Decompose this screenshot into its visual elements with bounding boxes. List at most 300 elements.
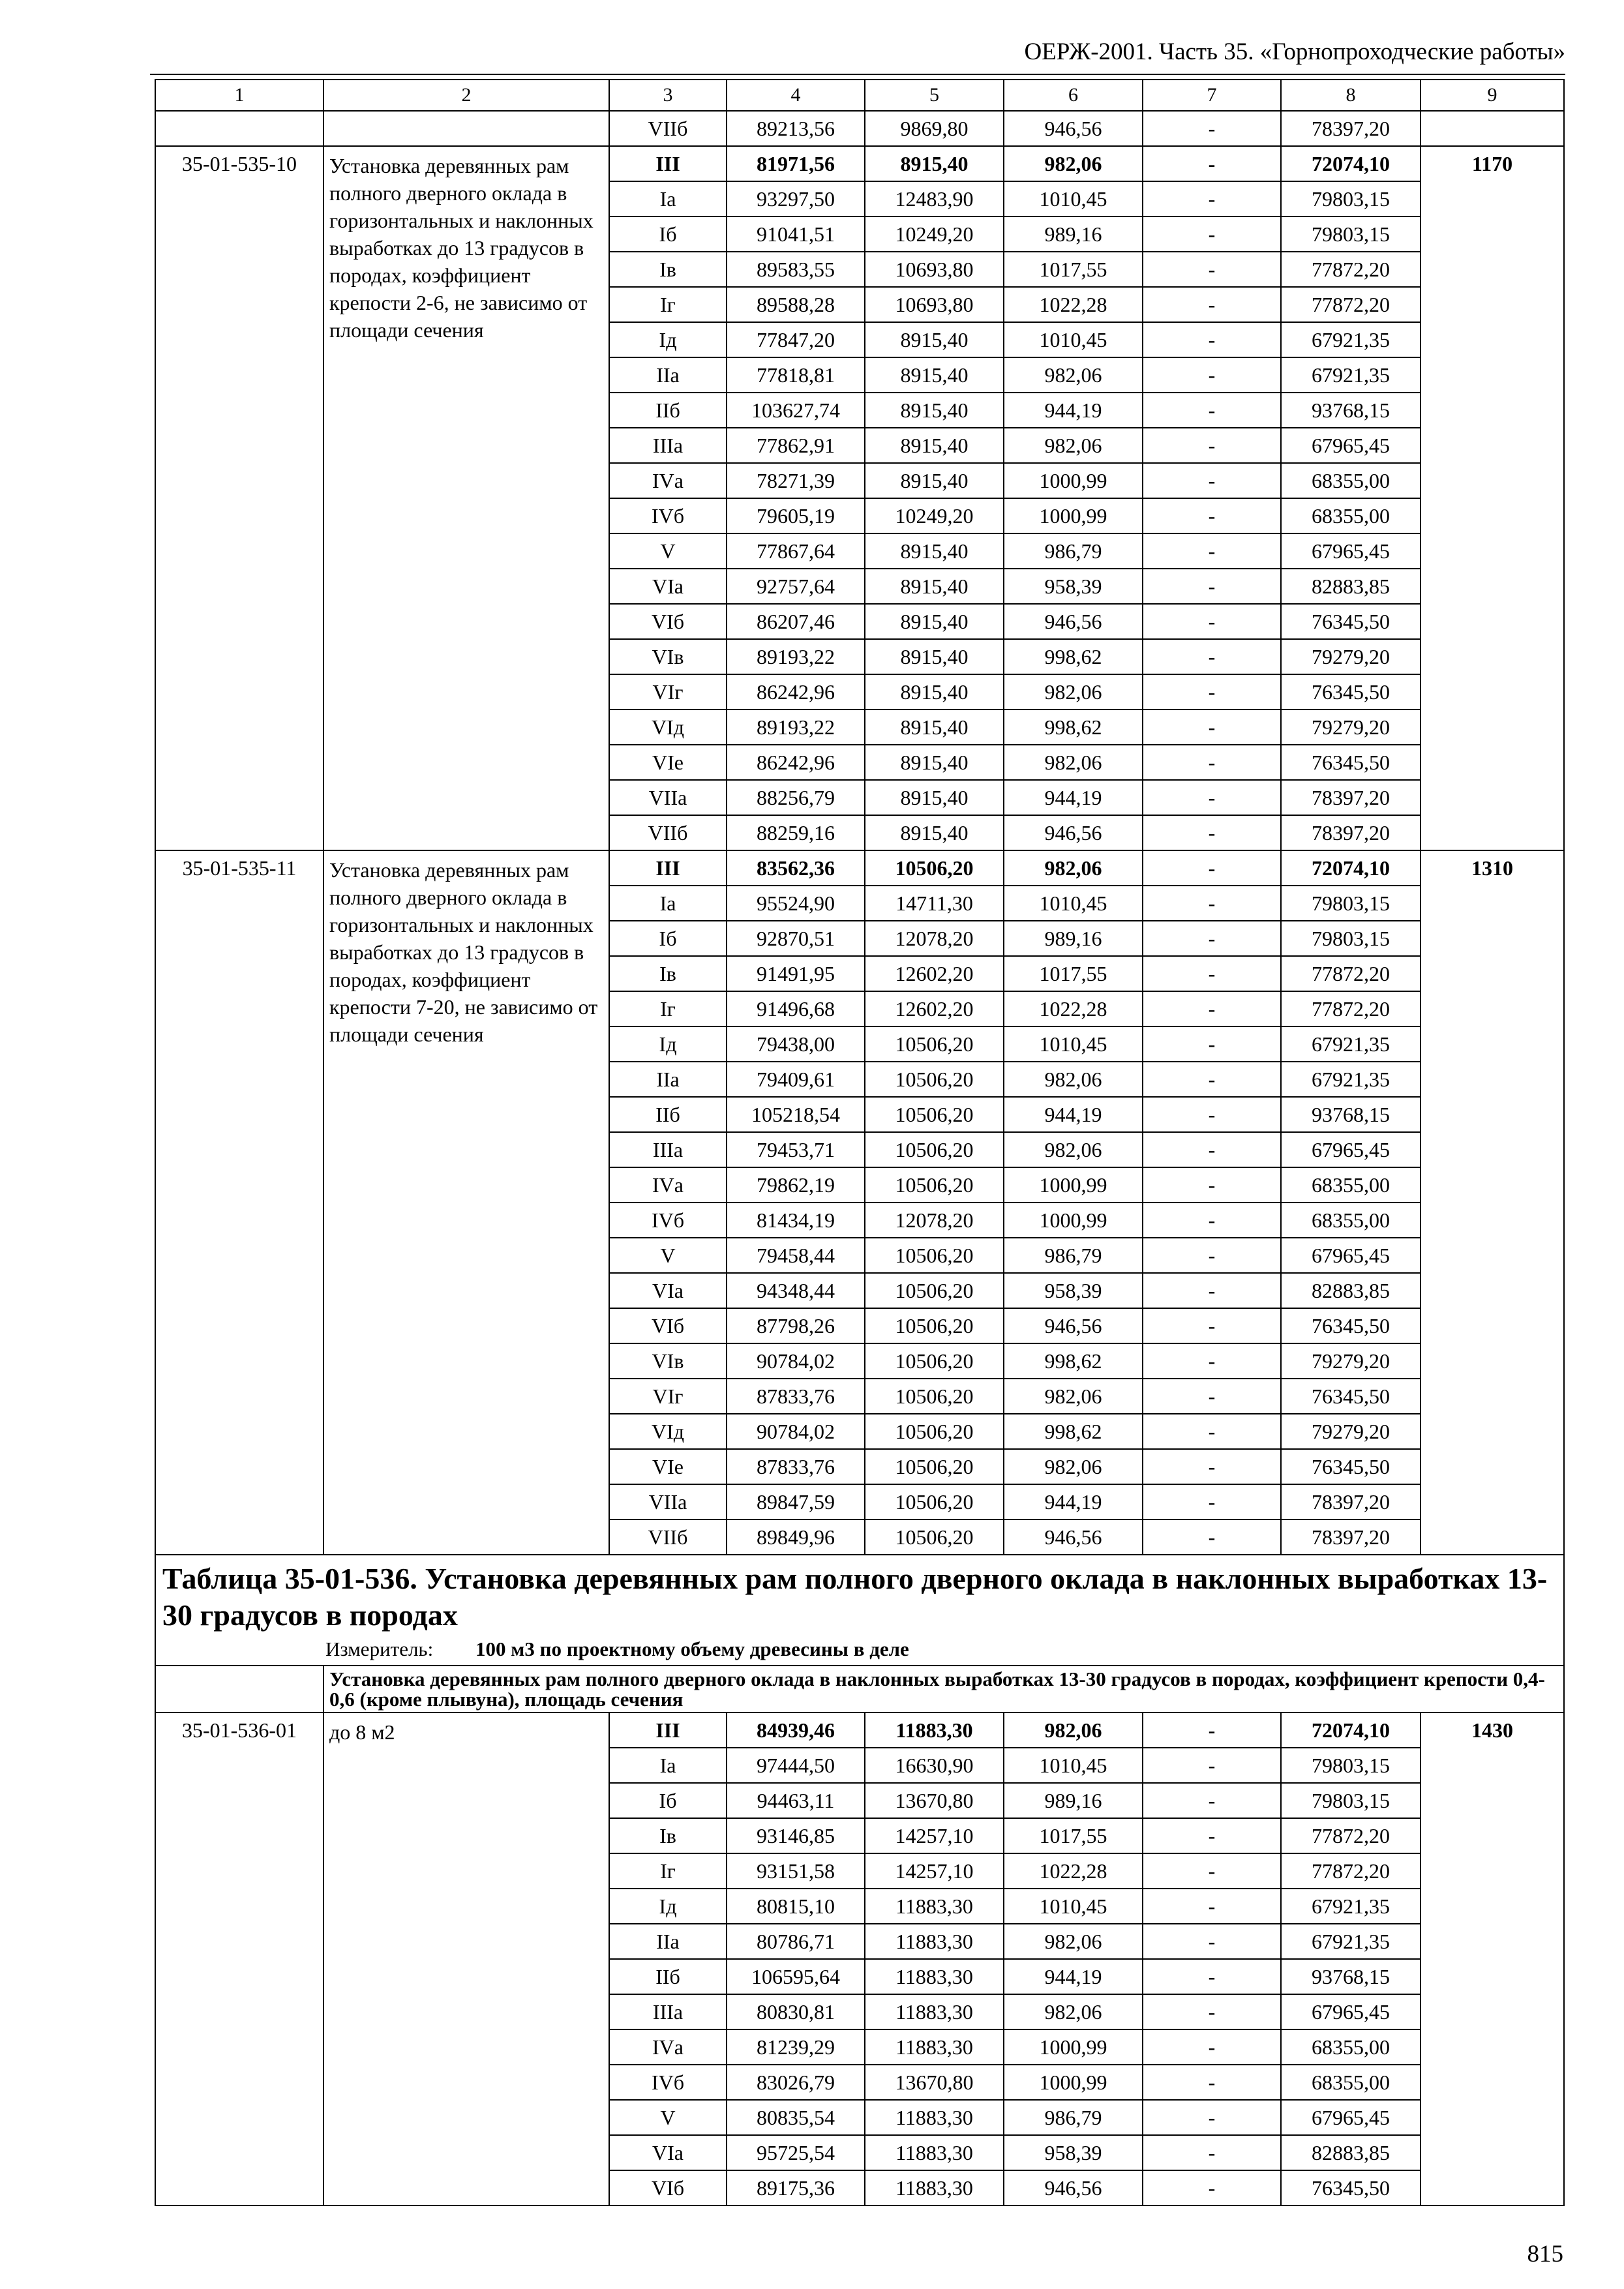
labor-cell: 1170 xyxy=(1421,146,1564,850)
driver-wage-cell: - xyxy=(1143,1026,1281,1062)
materials-cell: 93768,15 xyxy=(1281,393,1421,428)
wage-cell: 8915,40 xyxy=(865,674,1004,710)
machines-cell: 946,56 xyxy=(1004,2170,1143,2206)
driver-wage-cell: - xyxy=(1143,1062,1281,1097)
materials-cell: 68355,00 xyxy=(1281,1167,1421,1203)
materials-cell: 78397,20 xyxy=(1281,1484,1421,1519)
total-cell: 105218,54 xyxy=(727,1097,865,1132)
price-table xyxy=(155,79,1565,2206)
wage-cell: 8915,40 xyxy=(865,745,1004,780)
group-cell: Iг xyxy=(609,991,727,1026)
group-cell: IIб xyxy=(609,1097,727,1132)
group-cell: V xyxy=(609,1238,727,1273)
group-cell: VIIб xyxy=(609,111,727,146)
group-cell: IIIа xyxy=(609,1132,727,1167)
table-row xyxy=(155,850,1564,886)
machines-cell: 998,62 xyxy=(1004,710,1143,745)
total-cell: 89193,22 xyxy=(727,710,865,745)
driver-wage-cell: - xyxy=(1143,1853,1281,1889)
group-cell: IVб xyxy=(609,498,727,533)
group-cell: VIIб xyxy=(609,1519,727,1555)
materials-cell: 76345,50 xyxy=(1281,674,1421,710)
driver-wage-cell: - xyxy=(1143,815,1281,850)
materials-cell: 72074,10 xyxy=(1281,146,1421,181)
driver-wage-cell: - xyxy=(1143,1783,1281,1818)
wage-cell: 8915,40 xyxy=(865,393,1004,428)
machines-cell: 982,06 xyxy=(1004,1132,1143,1167)
materials-cell: 79803,15 xyxy=(1281,1783,1421,1818)
materials-cell: 68355,00 xyxy=(1281,2029,1421,2065)
total-cell: 92757,64 xyxy=(727,569,865,604)
machines-cell: 998,62 xyxy=(1004,639,1143,674)
machines-cell: 1017,55 xyxy=(1004,956,1143,991)
code-cell xyxy=(155,111,323,146)
wage-cell: 10249,20 xyxy=(865,217,1004,252)
total-cell: 86242,96 xyxy=(727,674,865,710)
total-cell: 93297,50 xyxy=(727,181,865,217)
running-header: ОЕРЖ-2001. Часть 35. «Горнопроходческие работы» xyxy=(1024,38,1565,65)
price-table-body xyxy=(155,80,1564,2206)
group-cell: Iа xyxy=(609,886,727,921)
group-cell: VIе xyxy=(609,1449,727,1484)
description-cell: до 8 м2 xyxy=(323,1713,609,2206)
materials-cell: 93768,15 xyxy=(1281,1097,1421,1132)
machines-cell: 989,16 xyxy=(1004,217,1143,252)
materials-cell: 76345,50 xyxy=(1281,1379,1421,1414)
driver-wage-cell: - xyxy=(1143,252,1281,287)
wage-cell: 8915,40 xyxy=(865,533,1004,569)
total-cell: 81434,19 xyxy=(727,1203,865,1238)
total-cell: 79453,71 xyxy=(727,1132,865,1167)
group-cell: VIб xyxy=(609,2170,727,2206)
column-number: 1 xyxy=(155,80,323,111)
group-cell: Iб xyxy=(609,1783,727,1818)
total-cell: 93146,85 xyxy=(727,1818,865,1853)
column-number: 4 xyxy=(727,80,865,111)
materials-cell: 77872,20 xyxy=(1281,1818,1421,1853)
section-header-row xyxy=(155,1666,1564,1713)
column-number: 2 xyxy=(323,80,609,111)
machines-cell: 982,06 xyxy=(1004,1713,1143,1748)
materials-cell: 67965,45 xyxy=(1281,1132,1421,1167)
machines-cell: 944,19 xyxy=(1004,1097,1143,1132)
total-cell: 89847,59 xyxy=(727,1484,865,1519)
driver-wage-cell: - xyxy=(1143,2065,1281,2100)
materials-cell: 82883,85 xyxy=(1281,2135,1421,2170)
group-cell: IVб xyxy=(609,2065,727,2100)
driver-wage-cell: - xyxy=(1143,2100,1281,2135)
wage-cell: 11883,30 xyxy=(865,2170,1004,2206)
labor-cell xyxy=(1421,111,1564,146)
driver-wage-cell: - xyxy=(1143,1959,1281,1994)
machines-cell: 1017,55 xyxy=(1004,252,1143,287)
group-cell: V xyxy=(609,533,727,569)
materials-cell: 78397,20 xyxy=(1281,111,1421,146)
group-cell: VIа xyxy=(609,2135,727,2170)
column-number: 7 xyxy=(1143,80,1281,111)
page-number: 815 xyxy=(1527,2241,1563,2267)
table-title: Таблица 35-01-536. Установка деревянных рам полного дверного оклада в наклонных выработках 13-30 градусов в породах xyxy=(162,1562,1548,1632)
wage-cell: 10506,20 xyxy=(865,1343,1004,1379)
driver-wage-cell: - xyxy=(1143,991,1281,1026)
wage-cell: 11883,30 xyxy=(865,1959,1004,1994)
driver-wage-cell: - xyxy=(1143,956,1281,991)
machines-cell: 946,56 xyxy=(1004,1308,1143,1343)
machines-cell: 946,56 xyxy=(1004,815,1143,850)
total-cell: 80835,54 xyxy=(727,2100,865,2135)
materials-cell: 76345,50 xyxy=(1281,1449,1421,1484)
total-cell: 86242,96 xyxy=(727,745,865,780)
total-cell: 80786,71 xyxy=(727,1924,865,1959)
driver-wage-cell: - xyxy=(1143,1713,1281,1748)
materials-cell: 68355,00 xyxy=(1281,1203,1421,1238)
wage-cell: 13670,80 xyxy=(865,2065,1004,2100)
table-title-cell xyxy=(155,1555,1564,1666)
wage-cell: 12483,90 xyxy=(865,181,1004,217)
machines-cell: 944,19 xyxy=(1004,1484,1143,1519)
total-cell: 95725,54 xyxy=(727,2135,865,2170)
total-cell: 77847,20 xyxy=(727,322,865,357)
materials-cell: 72074,10 xyxy=(1281,850,1421,886)
materials-cell: 76345,50 xyxy=(1281,2170,1421,2206)
driver-wage-cell: - xyxy=(1143,533,1281,569)
materials-cell: 67921,35 xyxy=(1281,1889,1421,1924)
wage-cell: 10506,20 xyxy=(865,850,1004,886)
group-cell: Iа xyxy=(609,1748,727,1783)
materials-cell: 79803,15 xyxy=(1281,886,1421,921)
group-cell: VIг xyxy=(609,1379,727,1414)
total-cell: 77862,91 xyxy=(727,428,865,463)
wage-cell: 14257,10 xyxy=(865,1853,1004,1889)
materials-cell: 67921,35 xyxy=(1281,1026,1421,1062)
total-cell: 89175,36 xyxy=(727,2170,865,2206)
group-cell: VIIа xyxy=(609,780,727,815)
materials-cell: 82883,85 xyxy=(1281,569,1421,604)
code-cell: 35-01-535-10 xyxy=(155,146,323,850)
machines-cell: 1000,99 xyxy=(1004,2029,1143,2065)
driver-wage-cell: - xyxy=(1143,2170,1281,2206)
total-cell: 89213,56 xyxy=(727,111,865,146)
total-cell: 94463,11 xyxy=(727,1783,865,1818)
header-rule xyxy=(150,74,1565,75)
total-cell: 91041,51 xyxy=(727,217,865,252)
wage-cell: 8915,40 xyxy=(865,322,1004,357)
code-cell: 35-01-536-01 xyxy=(155,1713,323,2206)
total-cell: 89193,22 xyxy=(727,639,865,674)
materials-cell: 79279,20 xyxy=(1281,639,1421,674)
machines-cell: 986,79 xyxy=(1004,533,1143,569)
materials-cell: 76345,50 xyxy=(1281,604,1421,639)
machines-cell: 982,06 xyxy=(1004,674,1143,710)
wage-cell: 8915,40 xyxy=(865,710,1004,745)
machines-cell: 1000,99 xyxy=(1004,1203,1143,1238)
machines-cell: 1000,99 xyxy=(1004,1167,1143,1203)
machines-cell: 982,06 xyxy=(1004,1379,1143,1414)
group-cell: VIе xyxy=(609,745,727,780)
machines-cell: 1010,45 xyxy=(1004,1748,1143,1783)
materials-cell: 93768,15 xyxy=(1281,1959,1421,1994)
materials-cell: 78397,20 xyxy=(1281,780,1421,815)
total-cell: 94348,44 xyxy=(727,1273,865,1308)
labor-cell: 1310 xyxy=(1421,850,1564,1555)
total-cell: 103627,74 xyxy=(727,393,865,428)
total-cell: 83562,36 xyxy=(727,850,865,886)
wage-cell: 11883,30 xyxy=(865,1924,1004,1959)
driver-wage-cell: - xyxy=(1143,322,1281,357)
wage-cell: 9869,80 xyxy=(865,111,1004,146)
materials-cell: 79803,15 xyxy=(1281,181,1421,217)
materials-cell: 79279,20 xyxy=(1281,1414,1421,1449)
total-cell: 91491,95 xyxy=(727,956,865,991)
group-cell: IIа xyxy=(609,357,727,393)
total-cell: 79409,61 xyxy=(727,1062,865,1097)
wage-cell: 10506,20 xyxy=(865,1167,1004,1203)
column-number-row xyxy=(155,80,1564,111)
table-row xyxy=(155,1713,1564,1748)
description-cell xyxy=(323,111,609,146)
machines-cell: 982,06 xyxy=(1004,146,1143,181)
machines-cell: 1010,45 xyxy=(1004,322,1143,357)
group-cell: IIб xyxy=(609,393,727,428)
wage-cell: 10506,20 xyxy=(865,1273,1004,1308)
wage-cell: 12078,20 xyxy=(865,921,1004,956)
driver-wage-cell: - xyxy=(1143,181,1281,217)
group-cell: IVа xyxy=(609,463,727,498)
total-cell: 79438,00 xyxy=(727,1026,865,1062)
total-cell: 79605,19 xyxy=(727,498,865,533)
driver-wage-cell: - xyxy=(1143,639,1281,674)
group-cell: VIв xyxy=(609,639,727,674)
wage-cell: 14711,30 xyxy=(865,886,1004,921)
section-header: Установка деревянных рам полного дверного оклада в наклонных выработках 13-30 градусов в породах, коэффициент крепости 0,4-0,6 (кроме плывуна), площадь сечения xyxy=(323,1666,1564,1713)
machines-cell: 1000,99 xyxy=(1004,498,1143,533)
group-cell: Iд xyxy=(609,1026,727,1062)
group-cell: Iв xyxy=(609,252,727,287)
total-cell: 80830,81 xyxy=(727,1994,865,2029)
driver-wage-cell: - xyxy=(1143,1484,1281,1519)
group-cell: IIIа xyxy=(609,428,727,463)
wage-cell: 10506,20 xyxy=(865,1097,1004,1132)
machines-cell: 982,06 xyxy=(1004,1449,1143,1484)
machines-cell: 982,06 xyxy=(1004,1994,1143,2029)
machines-cell: 1000,99 xyxy=(1004,463,1143,498)
materials-cell: 67921,35 xyxy=(1281,322,1421,357)
total-cell: 106595,64 xyxy=(727,1959,865,1994)
driver-wage-cell: - xyxy=(1143,1449,1281,1484)
driver-wage-cell: - xyxy=(1143,287,1281,322)
group-cell: Iд xyxy=(609,1889,727,1924)
materials-cell: 68355,00 xyxy=(1281,2065,1421,2100)
driver-wage-cell: - xyxy=(1143,463,1281,498)
wage-cell: 11883,30 xyxy=(865,1994,1004,2029)
wage-cell: 10506,20 xyxy=(865,1484,1004,1519)
materials-cell: 67921,35 xyxy=(1281,1062,1421,1097)
group-cell: IVб xyxy=(609,1203,727,1238)
labor-cell: 1430 xyxy=(1421,1713,1564,2206)
wage-cell: 8915,40 xyxy=(865,604,1004,639)
total-cell: 77867,64 xyxy=(727,533,865,569)
column-number: 5 xyxy=(865,80,1004,111)
driver-wage-cell: - xyxy=(1143,1343,1281,1379)
machines-cell: 1017,55 xyxy=(1004,1818,1143,1853)
driver-wage-cell: - xyxy=(1143,1818,1281,1853)
total-cell: 92870,51 xyxy=(727,921,865,956)
wage-cell: 8915,40 xyxy=(865,463,1004,498)
wage-cell: 10506,20 xyxy=(865,1238,1004,1273)
wage-cell: 8915,40 xyxy=(865,428,1004,463)
materials-cell: 67921,35 xyxy=(1281,1924,1421,1959)
materials-cell: 67921,35 xyxy=(1281,357,1421,393)
driver-wage-cell: - xyxy=(1143,111,1281,146)
wage-cell: 11883,30 xyxy=(865,2029,1004,2065)
materials-cell: 72074,10 xyxy=(1281,1713,1421,1748)
driver-wage-cell: - xyxy=(1143,886,1281,921)
group-cell: Iг xyxy=(609,287,727,322)
machines-cell: 946,56 xyxy=(1004,111,1143,146)
materials-cell: 77872,20 xyxy=(1281,991,1421,1026)
wage-cell: 8915,40 xyxy=(865,780,1004,815)
machines-cell: 1000,99 xyxy=(1004,2065,1143,2100)
table-row xyxy=(155,146,1564,181)
machines-cell: 998,62 xyxy=(1004,1343,1143,1379)
materials-cell: 77872,20 xyxy=(1281,252,1421,287)
group-cell: VIа xyxy=(609,1273,727,1308)
wage-cell: 10506,20 xyxy=(865,1414,1004,1449)
machines-cell: 1010,45 xyxy=(1004,1889,1143,1924)
wage-cell: 10506,20 xyxy=(865,1062,1004,1097)
total-cell: 95524,90 xyxy=(727,886,865,921)
wage-cell: 11883,30 xyxy=(865,2100,1004,2135)
group-cell: VIд xyxy=(609,710,727,745)
driver-wage-cell: - xyxy=(1143,1167,1281,1203)
group-cell: Iа xyxy=(609,181,727,217)
total-cell: 90784,02 xyxy=(727,1343,865,1379)
driver-wage-cell: - xyxy=(1143,921,1281,956)
total-cell: 97444,50 xyxy=(727,1748,865,1783)
machines-cell: 944,19 xyxy=(1004,1959,1143,1994)
materials-cell: 79803,15 xyxy=(1281,921,1421,956)
group-cell: III xyxy=(609,146,727,181)
machines-cell: 944,19 xyxy=(1004,393,1143,428)
measure-label: Измеритель: xyxy=(325,1638,434,1660)
driver-wage-cell: - xyxy=(1143,428,1281,463)
machines-cell: 958,39 xyxy=(1004,2135,1143,2170)
machines-cell: 944,19 xyxy=(1004,780,1143,815)
total-cell: 89583,55 xyxy=(727,252,865,287)
group-cell: IIа xyxy=(609,1924,727,1959)
machines-cell: 982,06 xyxy=(1004,745,1143,780)
group-cell: Iб xyxy=(609,217,727,252)
group-cell: Iв xyxy=(609,1818,727,1853)
total-cell: 87798,26 xyxy=(727,1308,865,1343)
materials-cell: 67965,45 xyxy=(1281,428,1421,463)
driver-wage-cell: - xyxy=(1143,1132,1281,1167)
driver-wage-cell: - xyxy=(1143,850,1281,886)
code-cell xyxy=(155,1666,323,1713)
wage-cell: 12602,20 xyxy=(865,956,1004,991)
materials-cell: 77872,20 xyxy=(1281,1853,1421,1889)
driver-wage-cell: - xyxy=(1143,745,1281,780)
wage-cell: 12078,20 xyxy=(865,1203,1004,1238)
wage-cell: 10506,20 xyxy=(865,1308,1004,1343)
wage-cell: 8915,40 xyxy=(865,357,1004,393)
driver-wage-cell: - xyxy=(1143,674,1281,710)
materials-cell: 79803,15 xyxy=(1281,217,1421,252)
machines-cell: 1022,28 xyxy=(1004,287,1143,322)
group-cell: IIб xyxy=(609,1959,727,1994)
total-cell: 81239,29 xyxy=(727,2029,865,2065)
group-cell: Iд xyxy=(609,322,727,357)
machines-cell: 998,62 xyxy=(1004,1414,1143,1449)
driver-wage-cell: - xyxy=(1143,1924,1281,1959)
machines-cell: 1022,28 xyxy=(1004,1853,1143,1889)
materials-cell: 67965,45 xyxy=(1281,1994,1421,2029)
driver-wage-cell: - xyxy=(1143,1097,1281,1132)
total-cell: 81971,56 xyxy=(727,146,865,181)
group-cell: VIб xyxy=(609,1308,727,1343)
driver-wage-cell: - xyxy=(1143,1273,1281,1308)
driver-wage-cell: - xyxy=(1143,1379,1281,1414)
group-cell: IIа xyxy=(609,1062,727,1097)
wage-cell: 8915,40 xyxy=(865,815,1004,850)
group-cell: VIд xyxy=(609,1414,727,1449)
machines-cell: 989,16 xyxy=(1004,1783,1143,1818)
wage-cell: 10506,20 xyxy=(865,1026,1004,1062)
materials-cell: 82883,85 xyxy=(1281,1273,1421,1308)
description-cell: Установка деревянных рам полного дверного оклада в горизонтальных и наклонных выработках до 13 градусов в породах, коэффициент крепости 2-6, не зависимо от площади сечения xyxy=(323,146,609,850)
group-cell: Iв xyxy=(609,956,727,991)
machines-cell: 1022,28 xyxy=(1004,991,1143,1026)
total-cell: 84939,46 xyxy=(727,1713,865,1748)
group-cell: VIб xyxy=(609,604,727,639)
measure-value: 100 м3 по проектному объему древесины в деле xyxy=(475,1638,909,1660)
materials-cell: 67965,45 xyxy=(1281,533,1421,569)
wage-cell: 10506,20 xyxy=(865,1449,1004,1484)
driver-wage-cell: - xyxy=(1143,2135,1281,2170)
wage-cell: 10693,80 xyxy=(865,287,1004,322)
group-cell: III xyxy=(609,1713,727,1748)
machines-cell: 946,56 xyxy=(1004,604,1143,639)
total-cell: 79458,44 xyxy=(727,1238,865,1273)
group-cell: VIг xyxy=(609,674,727,710)
group-cell: Iг xyxy=(609,1853,727,1889)
wage-cell: 8915,40 xyxy=(865,146,1004,181)
total-cell: 87833,76 xyxy=(727,1379,865,1414)
group-cell: VIIа xyxy=(609,1484,727,1519)
wage-cell: 14257,10 xyxy=(865,1818,1004,1853)
total-cell: 79862,19 xyxy=(727,1167,865,1203)
machines-cell: 1010,45 xyxy=(1004,886,1143,921)
total-cell: 89849,96 xyxy=(727,1519,865,1555)
group-cell: Iб xyxy=(609,921,727,956)
driver-wage-cell: - xyxy=(1143,1519,1281,1555)
machines-cell: 946,56 xyxy=(1004,1519,1143,1555)
driver-wage-cell: - xyxy=(1143,1994,1281,2029)
materials-cell: 79803,15 xyxy=(1281,1748,1421,1783)
materials-cell: 78397,20 xyxy=(1281,815,1421,850)
materials-cell: 77872,20 xyxy=(1281,956,1421,991)
total-cell: 89588,28 xyxy=(727,287,865,322)
total-cell: 80815,10 xyxy=(727,1889,865,1924)
wage-cell: 8915,40 xyxy=(865,569,1004,604)
wage-cell: 10249,20 xyxy=(865,498,1004,533)
driver-wage-cell: - xyxy=(1143,146,1281,181)
materials-cell: 67965,45 xyxy=(1281,2100,1421,2135)
driver-wage-cell: - xyxy=(1143,780,1281,815)
column-number: 6 xyxy=(1004,80,1143,111)
machines-cell: 986,79 xyxy=(1004,2100,1143,2135)
wage-cell: 10506,20 xyxy=(865,1379,1004,1414)
